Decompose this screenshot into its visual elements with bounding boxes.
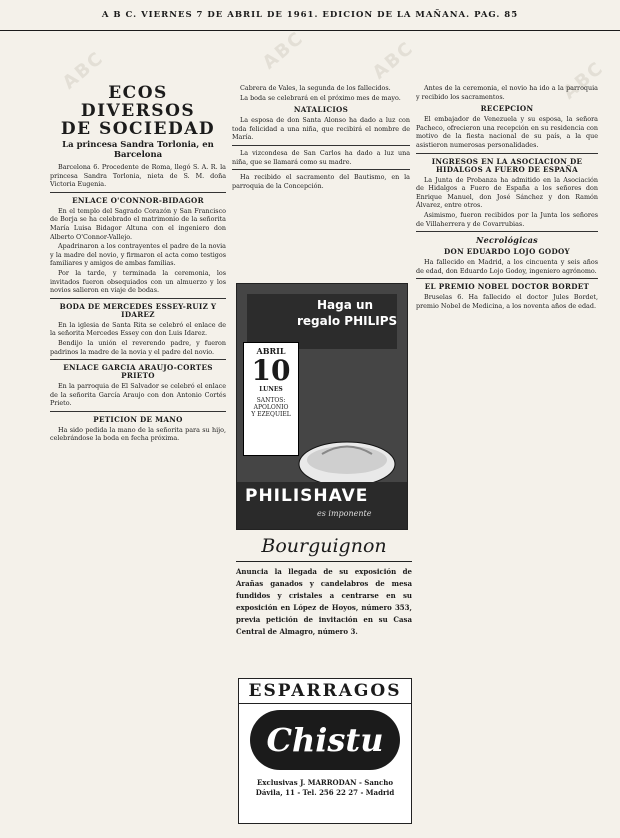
- esparragos-title: ESPARRAGOS: [239, 679, 411, 704]
- calendar-line: APOLONIO: [253, 404, 289, 411]
- headline-necrologicas: Necrológicas: [476, 235, 538, 246]
- article-paragraph: Antes de la ceremonia, el novio ha ido a la parroquia y recibido los sacramentos.: [416, 84, 598, 101]
- divider: [50, 192, 226, 193]
- philishave-brand: PHILISHAVE: [245, 486, 369, 506]
- article-paragraph: Barcelona 6. Procedente de Roma, llegó S. A. R. la princesa Sandra Torlonia, nieta de S. M. doña Victoria Eugenia.: [50, 163, 226, 189]
- article-paragraph: Ha recibido el sacramento del Bautismo, en la parroquia de la Concepción.: [232, 173, 410, 190]
- article-paragraph: El embajador de Venezuela y su esposa, la señora Pacheco, ofrecieron una recepción en su residencia con motivo de la fiesta nacional de su país, a la que asistieron numerosas personalidades.: [416, 115, 598, 149]
- article-subtitle: La princesa Sandra Torlonia, en Barcelona: [62, 140, 214, 160]
- article-paragraph: Ha sido pedida la mano de la señorita para su hijo, celebrándose la boda en fecha próxima.: [50, 425, 226, 443]
- article-paragraph: Apadrinaron a los contrayentes el padre de la novia y la madre del novio, y firmaron el acta como testigos familiares y amigos de ambas familias.: [50, 242, 226, 268]
- article-paragraph: Asimismo, fueron recibidos por la Junta los señores de Villaherrera y de Covarrubias.: [416, 210, 598, 228]
- bourguignon-signature: Bourguignon: [236, 535, 412, 562]
- divider: [416, 278, 598, 279]
- column-2-top: [232, 84, 410, 224]
- calendar-weekday: LUNES: [259, 386, 283, 393]
- article-paragraph: La boda se celebrará en el próximo mes de mayo.: [240, 93, 401, 102]
- section-title-line2: DE SOCIEDAD: [60, 119, 216, 139]
- divider: [50, 298, 226, 299]
- headline-premio-nobel: EL PREMIO NOBEL DOCTOR BORDET: [424, 282, 590, 292]
- divider: [232, 169, 410, 170]
- article-paragraph: Ha fallecido en Madrid, a los cincuenta y seis años de edad, don Eduardo Lojo Godoy, ingeniero agrónomo.: [416, 258, 598, 275]
- divider: [50, 411, 226, 412]
- article-paragraph: La vizcondesa de San Carlos ha dado a luz una niña, que se llamará como su madre.: [232, 148, 410, 166]
- article-paragraph: Bruselas 6. Ha fallecido el doctor Jules Bordet, premio Nobel de Medicina, a los noventa años de edad.: [416, 293, 598, 310]
- bourguignon-text: Anuncia la llegada de su exposición de Arañas ganados y candelabros de mesa fundidos y cristales a centrarse en su exposición en López de Hoyos, número 353, previa petición de invitación en su Casa Central de Almagro, número 3.: [236, 567, 412, 636]
- chistu-logo: [250, 710, 400, 770]
- divider: [416, 231, 598, 232]
- article-paragraph: En la iglesia de Santa Rita se celebró el enlace de la señorita Mercedes Essey con don Luis Idarez.: [50, 320, 226, 338]
- article-paragraph: Cabrera de Vales, la segunda de los fallecidos.: [240, 84, 391, 92]
- bourguignon-ad: [236, 535, 412, 660]
- column-3: [416, 84, 598, 824]
- article-paragraph: En el templo del Sagrado Corazón y San Francisco de Borja se ha celebrado el matrimonio de la señorita María Luisa Bidagor Altuna con el ingeniero don Alberto O'Connor-Vallejo.: [50, 206, 226, 241]
- divider: [232, 145, 410, 146]
- philips-ad: [236, 283, 408, 530]
- article-paragraph: En la parroquia de El Salvador se celebró el enlace de la señorita García Araujo con don Antonio Cortés Prieto.: [50, 382, 226, 408]
- philips-ad-headline-2: regalo PHILIPS: [297, 314, 398, 328]
- headline-natalicios: NATALICIOS: [293, 105, 349, 115]
- calendar-day: 10: [251, 354, 291, 387]
- article-paragraph: La esposa de don Santa Alonso ha dado a luz con toda felicidad a una niña, que recibirá el nombre de María.: [232, 116, 410, 142]
- article-paragraph: Por la tarde, y terminada la ceremonia, los invitados fueron obsequiados con un almuerzo y los novios salieron en viaje de bodas.: [50, 268, 226, 295]
- esparragos-ad: [238, 678, 412, 824]
- article-paragraph: Bendijo la unión el reverendo padre, y fueron padrinos la madre de la novia y el padre del novio.: [50, 338, 226, 356]
- watermark-abc: ABC: [58, 47, 109, 94]
- divider: [416, 153, 598, 154]
- chistu-brand: Chistu: [266, 721, 384, 759]
- divider: [50, 359, 226, 360]
- headline-recepcion: RECEPCION: [480, 104, 534, 114]
- headline-enlace-garcia: ENLACE GARCIA ARAUJO-CORTES PRIETO: [63, 363, 213, 381]
- esparragos-footer: Exclusivas J. MARRODAN - Sancho Dávila, 11 - Tel. 256 22 27 - Madrid: [255, 778, 395, 797]
- headline-peticion: PETICION DE MANO: [93, 414, 183, 424]
- watermark-abc: ABC: [558, 57, 609, 104]
- watermark-abc: ABC: [258, 27, 309, 74]
- section-title-line1: ECOS DIVERSOS: [80, 84, 196, 121]
- page-header: A B C. VIERNES 7 DE ABRIL DE 1961. EDICION DE LA MAÑANA. PAG. 85: [0, 0, 620, 31]
- philips-ad-headline-1: Haga un: [317, 298, 374, 312]
- headline-enlace-oconnor: ENLACE O'CONNOR-BIDAGOR: [72, 195, 204, 205]
- headline-ingresos: INGRESOS EN LA ASOCIACION DE HIDALGOS A FUERO DE ESPAÑA: [431, 156, 583, 174]
- philishave-tagline: es imponente: [317, 509, 372, 518]
- calendar-line: Y EZEQUIEL: [251, 411, 291, 418]
- calendar-line: SANTOS:: [256, 397, 286, 404]
- column-1: [50, 84, 226, 824]
- watermark-abc: ABC: [368, 37, 419, 84]
- headline-lojo-godoy: DON EDUARDO LOJO GODOY: [444, 247, 570, 257]
- headline-boda-essey: BODA DE MERCEDES ESSEY-RUIZ Y IDAREZ: [59, 301, 217, 319]
- article-paragraph: La Junta de Probanza ha admitido en la Asociación de Hidalgos a Fuero de España a los señores don Enrique Manuel, don José Sánchez y don Ramón Álvarez, entre otros.: [416, 175, 598, 210]
- calendar-month: ABRIL: [256, 346, 286, 356]
- calendar-card: [243, 342, 299, 456]
